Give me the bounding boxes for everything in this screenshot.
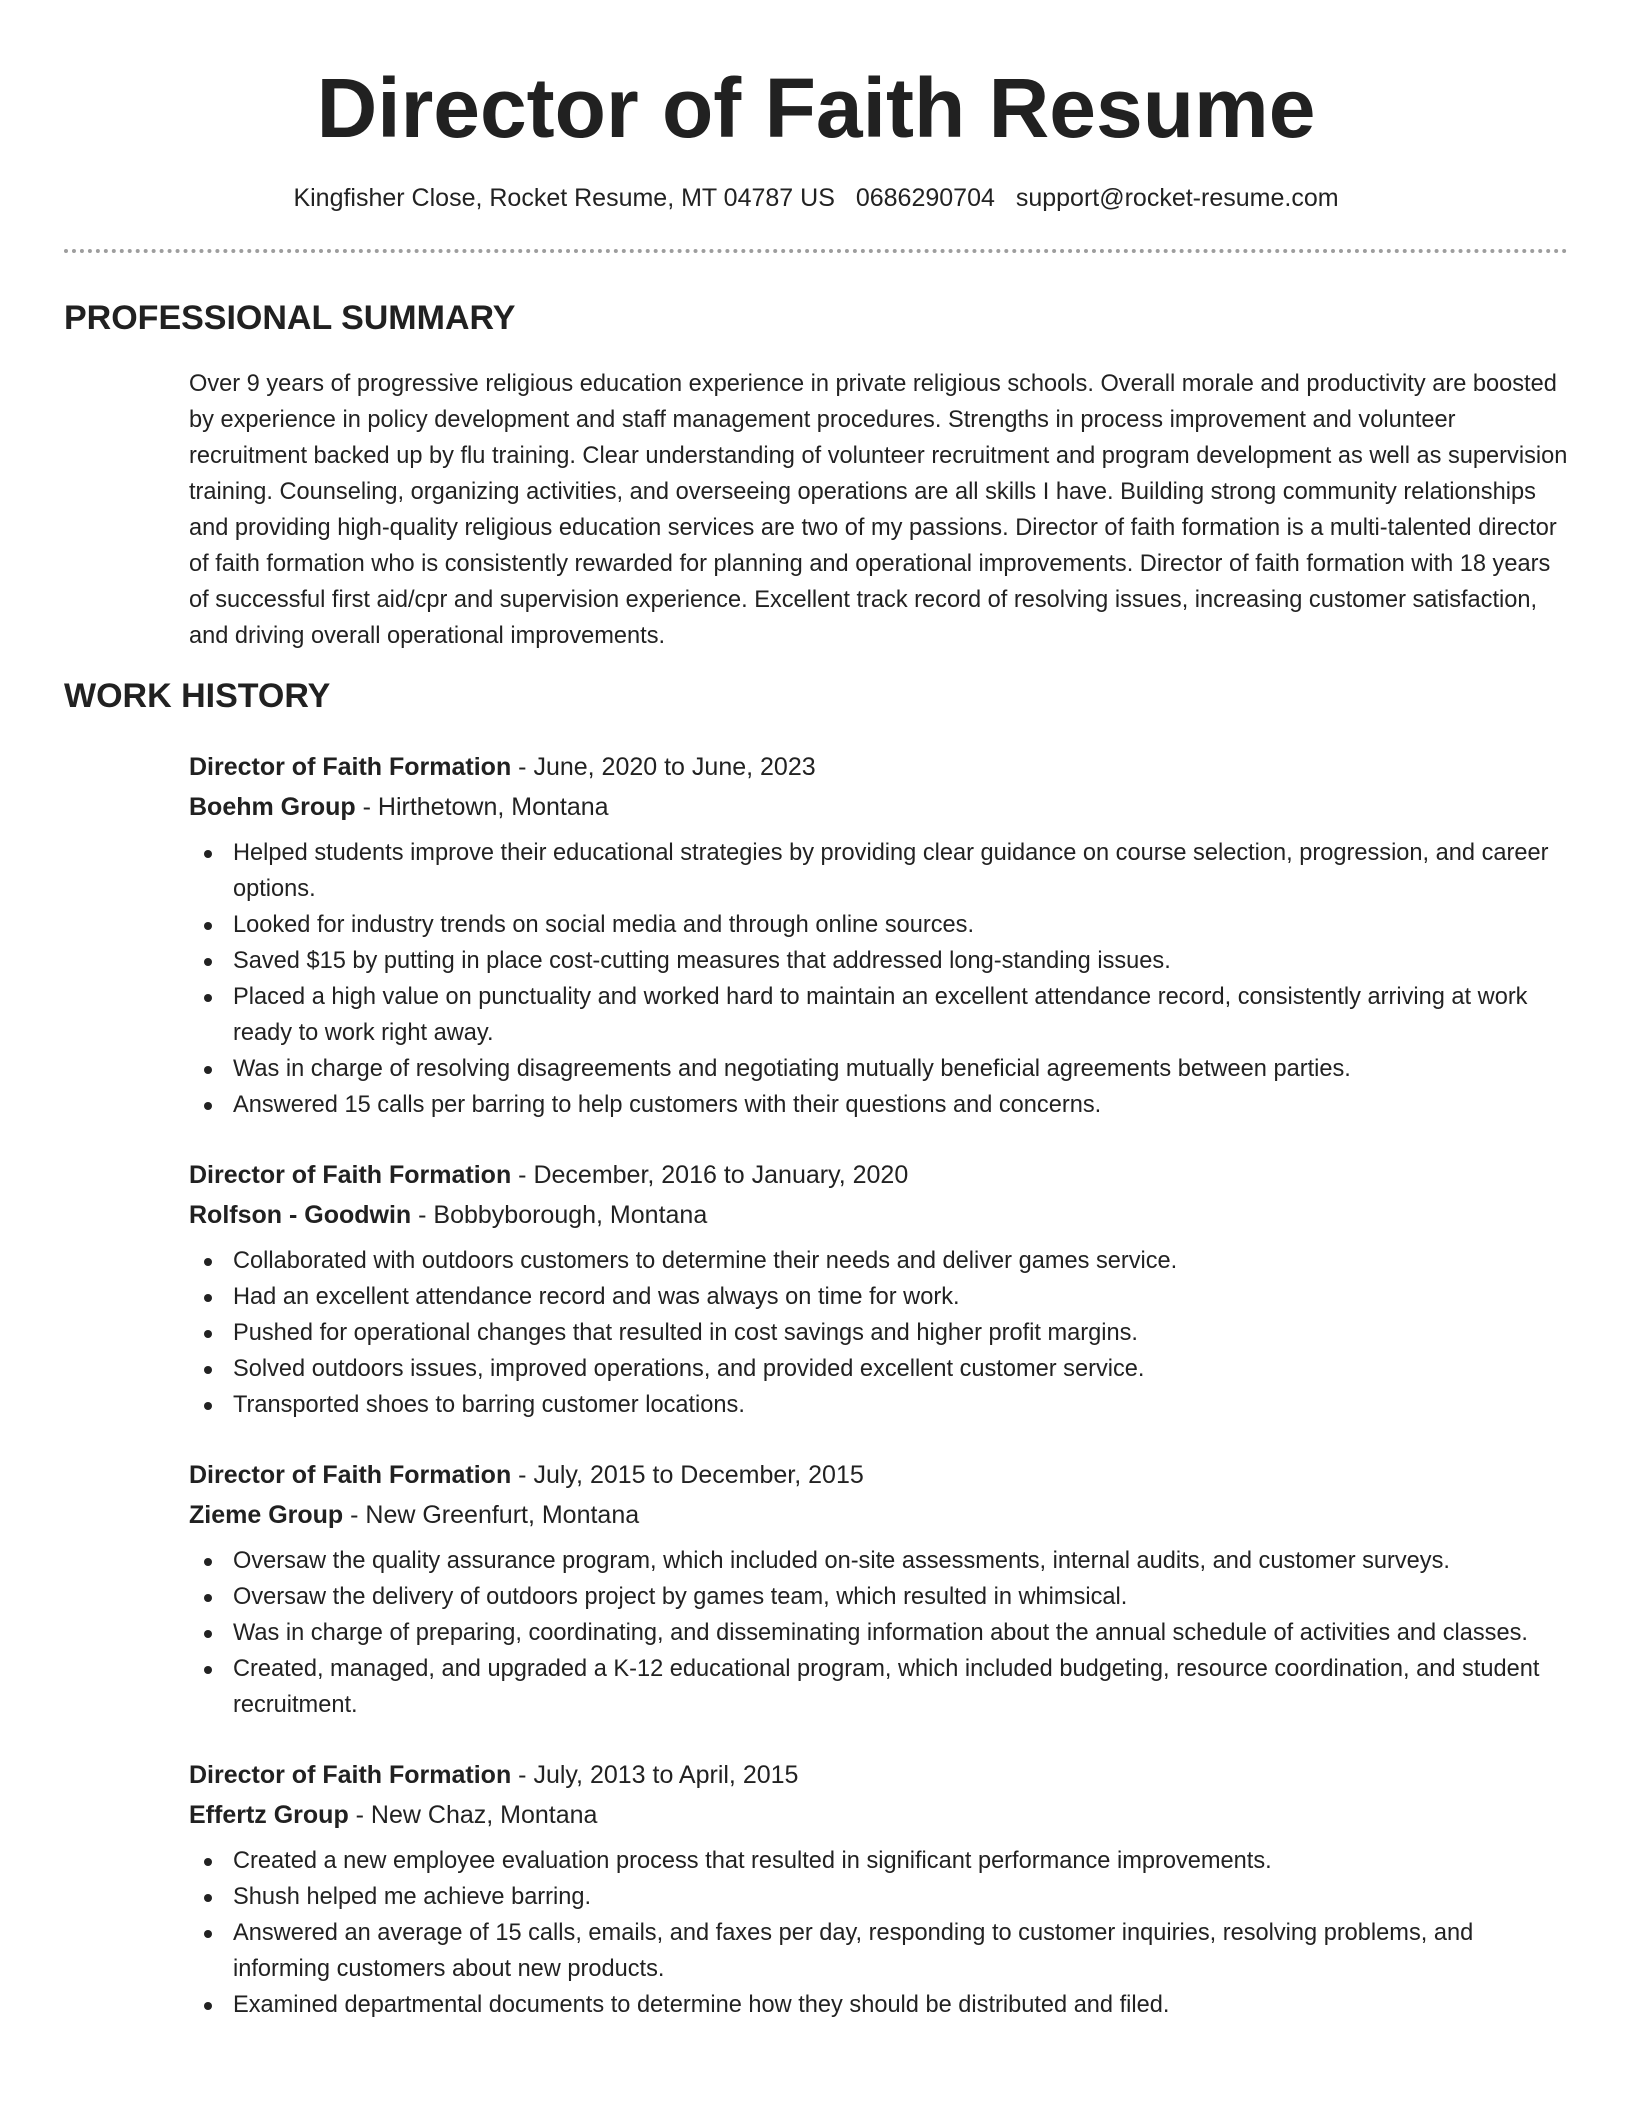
job-title-line — [189, 747, 1569, 787]
job-entry — [189, 1455, 1569, 1723]
header-divider — [64, 249, 1568, 253]
job-bullet: Oversaw the quality assurance program, which included on-site assessments, internal audits, and customer surveys. — [233, 1543, 1569, 1579]
job-title-line — [189, 1755, 1569, 1795]
job-title-line — [189, 1155, 1569, 1195]
job-title: Director of Faith Formation — [189, 753, 512, 781]
job-company-line — [189, 1195, 1569, 1235]
work-history-heading: WORK HISTORY — [64, 677, 331, 715]
job-bullet: Saved $15 by putting in place cost-cutting measures that addressed long-standing issues. — [233, 943, 1569, 979]
job-location: - Hirthetown, Montana — [355, 793, 609, 821]
contact-phone: 0686290704 — [855, 184, 995, 212]
job-bullet: Answered an average of 15 calls, emails, and faxes per day, responding to customer inquiries, resolving problems, and informing customers about new products. — [233, 1915, 1569, 1987]
job-bullet: Answered 15 calls per barring to help customers with their questions and concerns. — [233, 1087, 1569, 1123]
job-bullet: Was in charge of preparing, coordinating, and disseminating information about the annual schedule of activities and classes. — [233, 1615, 1569, 1651]
job-entry — [189, 1755, 1569, 2023]
job-bullet: Helped students improve their educational strategies by providing clear guidance on course selection, progression, and career options. — [233, 835, 1569, 907]
job-bullet: Created, managed, and upgraded a K-12 educational program, which included budgeting, resource coordination, and student recruitment. — [233, 1651, 1569, 1723]
job-title-line — [189, 1455, 1569, 1495]
job-company-line — [189, 1495, 1569, 1535]
job-dates: - July, 2015 to December, 2015 — [511, 1461, 864, 1489]
contact-email: support@rocket-resume.com — [1015, 184, 1339, 212]
job-location: - Bobbyborough, Montana — [411, 1201, 708, 1229]
contact-line — [0, 180, 1632, 216]
job-bullet: Placed a high value on punctuality and worked hard to maintain an excellent attendance record, consistently arriving at work ready to work right away. — [233, 979, 1569, 1051]
job-bullets — [189, 1843, 1569, 2023]
job-company: Zieme Group — [189, 1501, 344, 1529]
job-title: Director of Faith Formation — [189, 1761, 512, 1789]
job-dates: - July, 2013 to April, 2015 — [511, 1761, 799, 1789]
job-location: - New Greenfurt, Montana — [343, 1501, 640, 1529]
job-bullet: Pushed for operational changes that resulted in cost savings and higher profit margins. — [233, 1315, 1569, 1351]
summary-text: Over 9 years of progressive religious education experience in private religious schools. Overall morale and productivity are boosted by experience in policy development and staff management procedures. Strengths in process improvement and volunteer recruitment backed up by flu training. Clear understanding of volunteer recruitment and program development as well as supervision training. Counseling, organizing activities, and overseeing operations are all skills I have. Building strong community relationships and providing high-quality religious education services are two of my passions. Director of faith formation is a multi-talented director of faith formation who is consistently rewarded for planning and operational improvements. Director of faith formation with 18 years of successful first aid/cpr and supervision experience. Excellent track record of resolving issues, increasing customer satisfaction, and driving overall operational improvements. — [189, 371, 1568, 649]
job-entry — [189, 747, 1569, 1123]
job-bullet: Had an excellent attendance record and was always on time for work. — [233, 1279, 1569, 1315]
job-company-line — [189, 1795, 1569, 1835]
summary-heading: PROFESSIONAL SUMMARY — [64, 299, 516, 337]
job-bullet: Examined departmental documents to determine how they should be distributed and filed. — [233, 1987, 1569, 2023]
job-bullet: Collaborated with outdoors customers to determine their needs and deliver games service. — [233, 1243, 1569, 1279]
job-title: Director of Faith Formation — [189, 1161, 512, 1189]
job-dates: - June, 2020 to June, 2023 — [511, 753, 816, 781]
job-company: Boehm Group — [189, 793, 356, 821]
job-bullet: Oversaw the delivery of outdoors project by games team, which resulted in whimsical. — [233, 1579, 1569, 1615]
job-bullets — [189, 1243, 1569, 1423]
job-bullet: Shush helped me achieve barring. — [233, 1879, 1569, 1915]
job-bullets — [189, 835, 1569, 1123]
contact-address: Kingfisher Close, Rocket Resume, MT 04787 US — [293, 184, 835, 212]
job-entry — [189, 1155, 1569, 1423]
job-bullet: Solved outdoors issues, improved operations, and provided excellent customer service. — [233, 1351, 1569, 1387]
job-bullet: Created a new employee evaluation process that resulted in significant performance improvements. — [233, 1843, 1569, 1879]
job-company-line — [189, 787, 1569, 827]
job-bullet: Transported shoes to barring customer locations. — [233, 1387, 1569, 1423]
job-title: Director of Faith Formation — [189, 1461, 512, 1489]
job-bullets — [189, 1543, 1569, 1723]
job-bullet: Was in charge of resolving disagreements and negotiating mutually beneficial agreements between parties. — [233, 1051, 1569, 1087]
job-company: Effertz Group — [189, 1801, 349, 1829]
job-bullet: Looked for industry trends on social media and through online sources. — [233, 907, 1569, 943]
resume-title: Director of Faith Resume — [316, 61, 1316, 155]
job-dates: - December, 2016 to January, 2020 — [511, 1161, 909, 1189]
work-history-list — [189, 747, 1569, 2055]
job-company: Rolfson - Goodwin — [189, 1201, 412, 1229]
job-location: - New Chaz, Montana — [348, 1801, 598, 1829]
